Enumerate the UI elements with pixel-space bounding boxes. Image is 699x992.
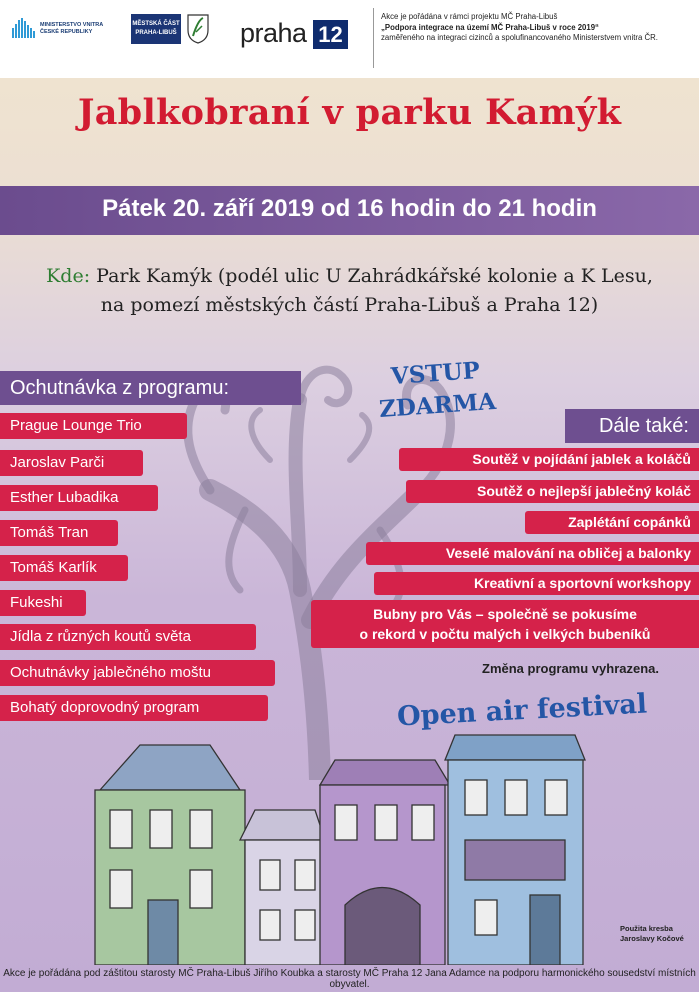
praha-number: 12 — [313, 20, 348, 49]
program-item: Prague Lounge Trio — [0, 413, 187, 439]
illustration-credit — [620, 924, 684, 944]
program-item: Jaroslav Parči — [0, 450, 143, 476]
libus-shield-icon — [187, 14, 209, 44]
praha-word: praha — [240, 18, 307, 48]
free-admission-line: ZDARMA — [378, 387, 497, 424]
program-item: Esther Lubadika — [0, 485, 158, 511]
program-item: Tomáš Karlík — [0, 555, 128, 581]
free-admission-line: VSTUP — [390, 356, 481, 391]
project-note-line: „Podpora integrace na území MČ Praha-Libuš v roce 2019“ — [381, 22, 599, 32]
program-item: Tomáš Tran — [0, 520, 118, 546]
also-heading: Dále také: — [565, 409, 699, 443]
libus-line: PRAHA-LIBUŠ — [135, 30, 177, 36]
also-item: Zaplétání copánků — [525, 511, 699, 534]
program-heading: Ochutnávka z programu: — [0, 371, 301, 405]
project-note-line: zaměřeného na integraci cizinců a spolufinancovaného Ministerstvem vnitra ČR. — [381, 33, 658, 42]
header — [0, 0, 699, 78]
also-item: Veselé malování na obličej a balonky — [366, 542, 699, 565]
drums-line: o rekord v počtu malých i velkých bubeníků — [359, 626, 651, 642]
header-divider — [373, 8, 374, 68]
date-bar — [0, 186, 699, 235]
ministry-line: MINISTERSTVO VNITRA — [40, 22, 104, 28]
ministry-logo — [12, 16, 117, 46]
libus-logo — [131, 14, 211, 52]
also-item: Soutěž o nejlepší jablečný koláč — [406, 480, 699, 503]
credit-line: Použita kresba — [620, 924, 673, 933]
ministry-text — [40, 22, 103, 36]
project-note-line: Akce je pořádána v rámci projektu MČ Praha-Libuš — [381, 12, 558, 21]
credit-line: Jaroslavy Kočové — [620, 934, 684, 943]
location-text: Park Kamýk (podél ulic U Zahrádkářské kolonie a K Lesu, — [90, 265, 653, 287]
libus-line: MĚSTSKÁ ČÁST — [132, 21, 180, 27]
location-label: Kde: — [46, 265, 91, 287]
drums-item — [311, 600, 699, 648]
program-item: Jídla z různých koutů světa — [0, 624, 256, 650]
event-title: Jablkobraní v parku Kamýk — [77, 92, 622, 133]
free-admission — [376, 354, 497, 426]
program-item: Fukeshi — [0, 590, 86, 616]
also-item: Soutěž v pojídání jablek a koláčů — [399, 448, 699, 471]
project-note — [381, 12, 696, 44]
program-item: Ochutnávky jablečného moštu — [0, 660, 275, 686]
also-item: Kreativní a sportovní workshopy — [374, 572, 699, 595]
ministry-bars-icon — [12, 18, 38, 40]
libus-box — [131, 14, 181, 44]
date-text: Pátek 20. září 2019 od 16 hodin do 21 hodin — [102, 195, 597, 222]
drums-line: Bubny pro Vás – společně se pokusíme — [373, 606, 637, 622]
program-change-note: Změna programu vyhrazena. — [482, 661, 659, 676]
location — [0, 262, 699, 320]
footer-note: Akce je pořádána pod záštitou starosty MČ Praha-Libuš Jiřího Koubka a starosty MČ Praha 12 Jana Adamce na podporu harmonického sousedství místních obyvatel. — [3, 968, 696, 990]
houses-illustration — [80, 730, 620, 965]
location-line-1 — [0, 262, 699, 291]
festival-label: Open air festival — [396, 688, 648, 733]
program-item: Bohatý doprovodný program — [0, 695, 268, 721]
ministry-line: ČESKÉ REPUBLIKY — [40, 29, 93, 35]
location-line-2: na pomezí městských částí Praha-Libuš a Praha 12) — [100, 294, 599, 316]
